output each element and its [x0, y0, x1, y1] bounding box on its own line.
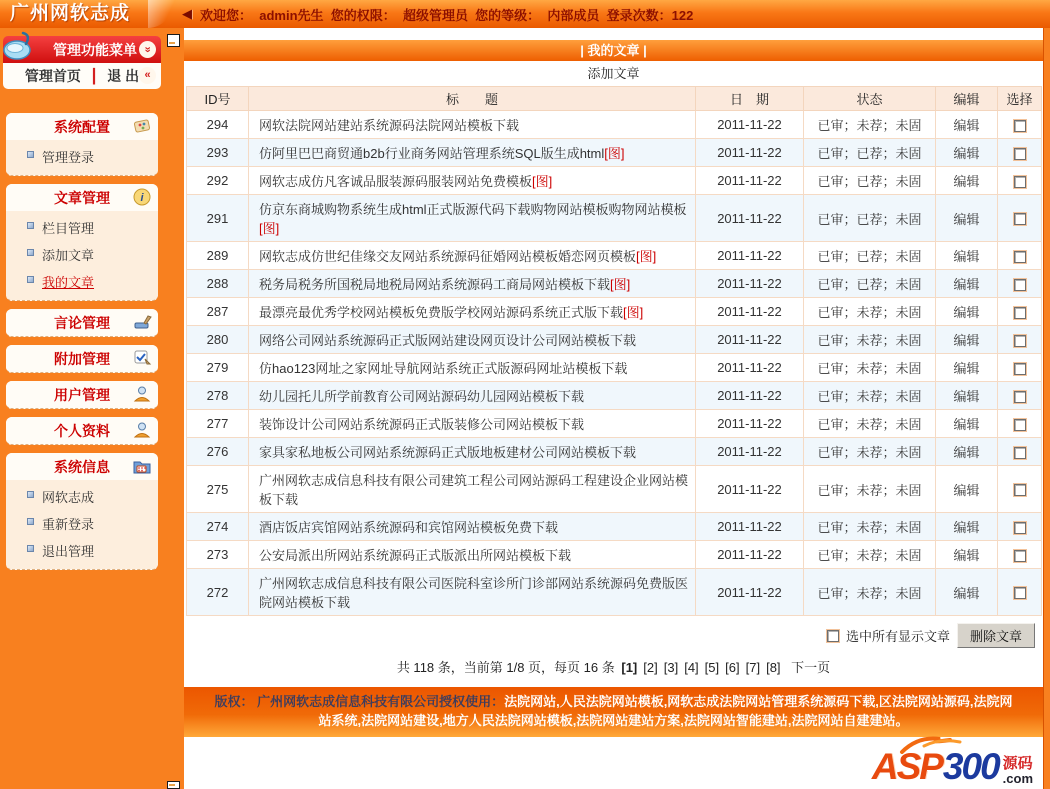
img-tag: [图] — [532, 174, 553, 189]
col-header-edit: 编辑 — [936, 87, 998, 111]
table-row — [187, 242, 1042, 270]
edit-link[interactable]: 编辑 — [936, 270, 998, 298]
selectall-row — [184, 623, 1035, 648]
select-all-checkbox[interactable] — [827, 630, 839, 642]
col-header-title: 标 题 — [249, 87, 696, 111]
article-date: 2011-11-22 — [696, 466, 804, 513]
sidebar-sections — [0, 113, 163, 570]
section-title[interactable]: 文章管理 i — [6, 184, 158, 211]
sidebar-item[interactable]: 管理登录 — [6, 143, 158, 170]
article-id: 291 — [187, 195, 249, 242]
asp300-logo[interactable] — [872, 748, 1033, 785]
table-row — [187, 466, 1042, 513]
bullet-icon — [27, 222, 34, 229]
article-id: 292 — [187, 167, 249, 195]
article-id: 273 — [187, 541, 249, 569]
bullet-icon — [27, 276, 34, 283]
arrow-left-icon: ◀ — [182, 6, 192, 21]
welcome-text: 欢迎您： admin先生 您的权限： 超级管理员 您的等级： 内部成员 登录次数：122 — [200, 7, 694, 23]
article-title-link[interactable]: 网络公司网站系统源码正式版网站建设网页设计公司网站模板下载 — [249, 326, 696, 354]
article-status: 已审；未荐；未固 — [804, 513, 936, 541]
bullet-icon — [27, 249, 34, 256]
page-link[interactable]: [7] — [745, 660, 761, 675]
checklist-icon — [132, 348, 152, 368]
article-id: 280 — [187, 326, 249, 354]
edit-link[interactable]: 编辑 — [936, 438, 998, 466]
article-title-link[interactable]: 装饰设计公司网站系统源码正式版装修公司网站模板下载 — [249, 410, 696, 438]
article-title-link[interactable]: 网软志成仿世纪佳缘交友网站系统源码征婚网站模板婚恋网页模板[图] — [249, 242, 696, 270]
article-status: 已审；未荐；未固 — [804, 410, 936, 438]
collapse-sidebar-button[interactable] — [167, 34, 180, 47]
row-checkbox[interactable] — [1014, 279, 1026, 291]
article-status: 已审；未荐；未固 — [804, 382, 936, 410]
article-title-link[interactable]: 幼儿园托儿所学前教育公司网站源码幼儿园网站模板下载 — [249, 382, 696, 410]
article-status: 已审；未荐；未固 — [804, 354, 936, 382]
table-row — [187, 569, 1042, 616]
article-title-link[interactable]: 家具家私地板公司网站系统源码正式版地板建材公司网站模板下载 — [249, 438, 696, 466]
row-checkbox[interactable] — [1014, 148, 1026, 160]
chevron-down-icon[interactable]: » — [139, 41, 156, 58]
article-status: 已审；未荐；未固 — [804, 541, 936, 569]
profile-icon — [132, 420, 152, 440]
col-header-status: 状态 — [804, 87, 936, 111]
row-checkbox[interactable] — [1014, 522, 1026, 534]
article-date: 2011-11-22 — [696, 354, 804, 382]
sidebar-item[interactable]: 添加文章 — [6, 241, 158, 268]
article-status: 已审；未荐；未固 — [804, 466, 936, 513]
article-title-link[interactable]: 仿hao123网址之家网址导航网站系统正式版源码网址站模板下载 — [249, 354, 696, 382]
row-checkbox[interactable] — [1014, 120, 1026, 132]
article-date: 2011-11-22 — [696, 326, 804, 354]
article-date: 2011-11-22 — [696, 139, 804, 167]
brand-300: 300 — [942, 746, 999, 787]
article-id: 276 — [187, 438, 249, 466]
sidebar-section — [6, 453, 158, 570]
col-header-date: 日 期 — [696, 87, 804, 111]
section-title[interactable]: 个人资料 — [6, 417, 158, 444]
table-row — [187, 513, 1042, 541]
table-row — [187, 438, 1042, 466]
row-checkbox[interactable] — [1014, 307, 1026, 319]
article-title-link[interactable]: 仿阿里巴巴商贸通b2b行业商务网站管理系统SQL版生成html[图] — [249, 139, 696, 167]
article-title-link[interactable]: 最漂亮最优秀学校网站模板免费版学校网站源码系统正式版下载[图] — [249, 298, 696, 326]
edit-link[interactable]: 编辑 — [936, 382, 998, 410]
article-title-link[interactable]: 酒店饭店宾馆网站系统源码和宾馆网站模板免费下载 — [249, 513, 696, 541]
edit-link[interactable]: 编辑 — [936, 569, 998, 616]
brand-com: .com — [1002, 771, 1033, 786]
user-icon — [132, 384, 152, 404]
table-row — [187, 410, 1042, 438]
palette-icon — [132, 116, 152, 136]
row-checkbox[interactable] — [1014, 391, 1026, 403]
bullet-icon — [27, 491, 34, 498]
edit-link[interactable]: 编辑 — [936, 354, 998, 382]
chevron-left-icon[interactable]: « — [139, 67, 156, 84]
img-tag: [图] — [623, 305, 644, 320]
section-title[interactable]: 言论管理 — [6, 309, 158, 336]
article-id: 275 — [187, 466, 249, 513]
article-date: 2011-11-22 — [696, 438, 804, 466]
sidebar-section — [6, 309, 158, 337]
info-icon — [132, 187, 152, 207]
edit-link[interactable]: 编辑 — [936, 195, 998, 242]
sidebar-item[interactable]: 重新登录 — [6, 510, 158, 537]
edit-link[interactable]: 编辑 — [936, 111, 998, 139]
article-id: 287 — [187, 298, 249, 326]
brand-asp: ASP — [871, 746, 942, 787]
page-title: | 我的文章 | — [184, 40, 1043, 61]
exit-link[interactable]: 退 出 — [107, 68, 140, 84]
pagination-pages — [618, 660, 783, 675]
article-date: 2011-11-22 — [696, 382, 804, 410]
sidebar-section — [6, 345, 158, 373]
table-row — [187, 167, 1042, 195]
article-id: 294 — [187, 111, 249, 139]
article-title-link[interactable]: 网软法院网站建站系统源码法院网站模板下载 — [249, 111, 696, 139]
article-title-link[interactable]: 广州网软志成信息科技有限公司医院科室诊所门诊部网站系统源码免费版医院网站模板下载 — [249, 569, 696, 616]
section-title[interactable]: 系统配置 — [6, 113, 158, 140]
article-status: 已审；已荐；未固 — [804, 195, 936, 242]
page-link[interactable]: [4] — [684, 660, 699, 675]
table-row — [187, 298, 1042, 326]
page-link[interactable]: [8] — [766, 660, 781, 675]
article-id: 288 — [187, 270, 249, 298]
article-title-link[interactable]: 广州网软志成信息科技有限公司建筑工程公司网站源码工程建设企业网站模板下载 — [249, 466, 696, 513]
sidebar-section — [6, 113, 158, 176]
welcome-bar — [168, 5, 693, 24]
sidebar-divider-strip — [163, 28, 184, 789]
sidebar — [0, 28, 163, 789]
article-date: 2011-11-22 — [696, 270, 804, 298]
table-row — [187, 270, 1042, 298]
delete-articles-button[interactable]: 删除文章 — [957, 623, 1035, 648]
app-logo: 广州网软志成 — [0, 0, 168, 28]
article-status: 已审；已荐；未固 — [804, 139, 936, 167]
table-row — [187, 541, 1042, 569]
pagination-summary: 共 118 条，当前第 1/8 页，每页 16 条 — [396, 660, 615, 675]
article-id: 274 — [187, 513, 249, 541]
article-status: 已审；未荐；未固 — [804, 438, 936, 466]
right-edge-strip — [1043, 28, 1050, 789]
page-link[interactable]: [1] — [621, 660, 638, 675]
article-status: 已审；已荐；未固 — [804, 167, 936, 195]
edit-link[interactable]: 编辑 — [936, 167, 998, 195]
flame-icon — [898, 730, 968, 754]
article-id: 277 — [187, 410, 249, 438]
article-id: 278 — [187, 382, 249, 410]
article-status: 已审；已荐；未固 — [804, 242, 936, 270]
edit-link[interactable]: 编辑 — [936, 298, 998, 326]
divider: ┃ — [89, 67, 99, 84]
next-page-link[interactable]: 下一页 — [791, 660, 831, 675]
table-row — [187, 382, 1042, 410]
edit-link[interactable]: 编辑 — [936, 139, 998, 167]
row-checkbox[interactable] — [1014, 447, 1026, 459]
img-tag: [图] — [610, 277, 631, 292]
article-date: 2011-11-22 — [696, 111, 804, 139]
page-link[interactable]: [5] — [704, 660, 720, 675]
section-title[interactable]: 附加管理 — [6, 345, 158, 372]
table-row — [187, 354, 1042, 382]
sidebar-item[interactable]: 退出管理 — [6, 537, 158, 564]
article-status: 已审；未荐；未固 — [804, 569, 936, 616]
topbar — [0, 0, 1050, 28]
col-header-id: ID号 — [187, 87, 249, 111]
article-date: 2011-11-22 — [696, 513, 804, 541]
page-link[interactable]: [2] — [643, 660, 658, 675]
row-checkbox[interactable] — [1014, 363, 1026, 375]
section-title[interactable]: 系统信息 — [6, 453, 158, 480]
menu-home-bar — [3, 63, 161, 89]
row-checkbox[interactable] — [1014, 484, 1026, 496]
sidebar-item[interactable]: 栏目管理 — [6, 214, 158, 241]
row-checkbox[interactable] — [1014, 176, 1026, 188]
row-checkbox[interactable] — [1014, 251, 1026, 263]
img-tag: [图] — [259, 221, 280, 236]
sidebar-section — [6, 417, 158, 445]
article-date: 2011-11-22 — [696, 410, 804, 438]
bullet-icon — [27, 151, 34, 158]
table-row — [187, 326, 1042, 354]
articles-tbody — [187, 111, 1042, 616]
edit-link[interactable]: 编辑 — [936, 242, 998, 270]
article-status: 已审；未荐；未固 — [804, 298, 936, 326]
table-row — [187, 139, 1042, 167]
article-date: 2011-11-22 — [696, 242, 804, 270]
brush-icon — [132, 312, 152, 332]
row-checkbox[interactable] — [1014, 335, 1026, 347]
add-article-link[interactable]: 添加文章 — [587, 66, 640, 81]
table-row — [187, 195, 1042, 242]
copyright-prefix: 版权： 广州网软志成信息科技有限公司授权使用： — [214, 694, 505, 709]
edit-link[interactable]: 编辑 — [936, 541, 998, 569]
svg-text:i: i — [140, 192, 144, 204]
section-items — [6, 140, 158, 175]
table-row — [187, 111, 1042, 139]
page-link[interactable]: [3] — [663, 660, 679, 675]
sidebar-item[interactable]: 我的文章 — [6, 268, 158, 295]
row-checkbox[interactable] — [1014, 419, 1026, 431]
article-date: 2011-11-22 — [696, 569, 804, 616]
article-title-link[interactable]: 税务局税务所国税局地税局网站系统源码工商局网站模板下载[图] — [249, 270, 696, 298]
section-items — [6, 480, 158, 569]
edit-link[interactable]: 编辑 — [936, 513, 998, 541]
row-checkbox[interactable] — [1014, 213, 1026, 225]
article-date: 2011-11-22 — [696, 167, 804, 195]
edit-link[interactable]: 编辑 — [936, 466, 998, 513]
article-title-link[interactable]: 仿京东商城购物系统生成html正式版源代码下载购物网站模板购物网站模板[图] — [249, 195, 696, 242]
article-date: 2011-11-22 — [696, 541, 804, 569]
articles-table — [186, 86, 1042, 616]
article-title-link[interactable]: 公安局派出所网站系统源码正式版派出所网站模板下载 — [249, 541, 696, 569]
sidebar-item[interactable]: 网软志成 — [6, 483, 158, 510]
bullet-icon — [27, 518, 34, 525]
img-tag: [图] — [604, 146, 625, 161]
article-status: 已审；未荐；未固 — [804, 111, 936, 139]
row-checkbox[interactable] — [1014, 587, 1026, 599]
article-date: 2011-11-22 — [696, 195, 804, 242]
page-link[interactable]: [6] — [725, 660, 740, 675]
article-title-link[interactable]: 网软志成仿凡客诚品服装源码服装网站免费模板[图] — [249, 167, 696, 195]
section-items — [6, 211, 158, 300]
sidebar-section — [6, 184, 158, 301]
bullet-icon — [27, 545, 34, 552]
row-checkbox[interactable] — [1014, 550, 1026, 562]
folder-icon — [132, 456, 152, 476]
select-all-label: 选中所有显示文章 — [845, 629, 950, 644]
menu-title: 管理功能菜单 — [53, 41, 137, 58]
sidebar-section — [6, 381, 158, 409]
collapse-bottom-button[interactable] — [167, 781, 180, 789]
pagination — [184, 657, 1043, 676]
inkwell-icon — [2, 29, 36, 64]
main-content — [184, 28, 1043, 789]
article-id: 293 — [187, 139, 249, 167]
article-status: 已审；未荐；未固 — [804, 326, 936, 354]
article-id: 289 — [187, 242, 249, 270]
article-date: 2011-11-22 — [696, 298, 804, 326]
article-status: 已审；已荐；未固 — [804, 270, 936, 298]
section-title[interactable]: 用户管理 — [6, 381, 158, 408]
brand-cn: 源码 — [1002, 755, 1033, 772]
home-link[interactable]: 管理首页 — [24, 68, 81, 84]
img-tag: [图] — [636, 249, 657, 264]
copyright-keywords: 法院网站,人民法院网站模板,网软志成法院网站管理系统源码下载,区法院网站源码,法院网站系统,法院网站建设,地方人民法院网站模板,法院网站建站方案,法院网站智能建站,法院网站自建建站。 — [318, 694, 1013, 728]
col-header-select: 选择 — [998, 87, 1042, 111]
menu-header — [3, 36, 161, 63]
table-header-row — [187, 87, 1042, 111]
edit-link[interactable]: 编辑 — [936, 410, 998, 438]
article-id: 272 — [187, 569, 249, 616]
edit-link[interactable]: 编辑 — [936, 326, 998, 354]
article-id: 279 — [187, 354, 249, 382]
